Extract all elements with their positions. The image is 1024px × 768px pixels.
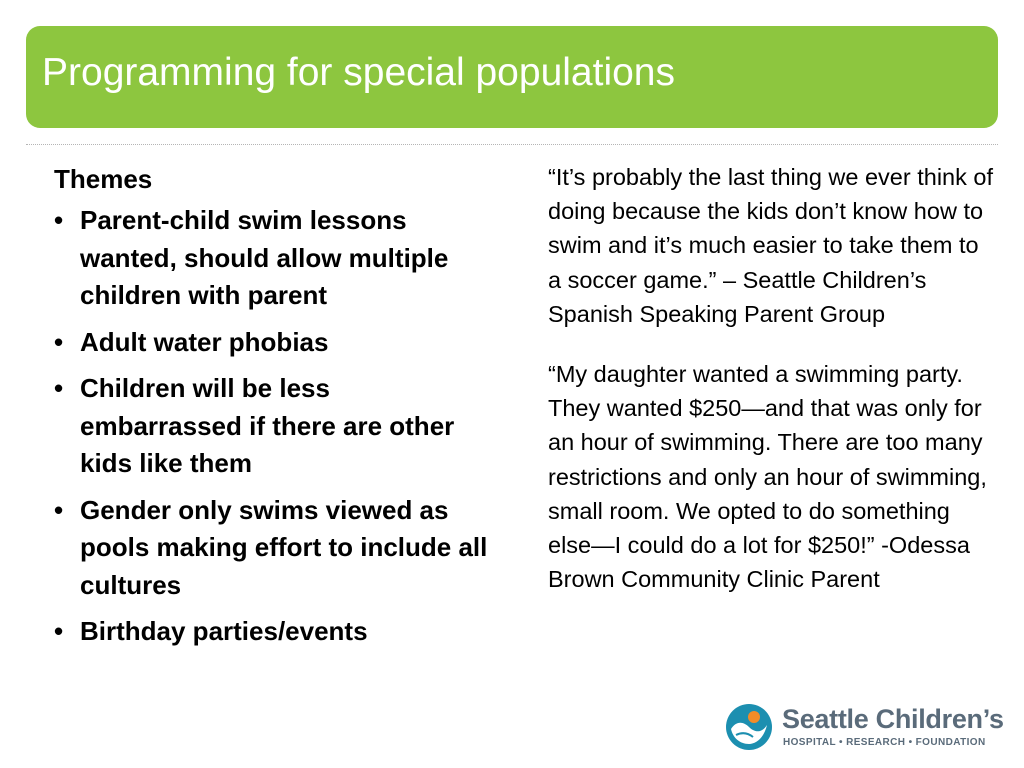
themes-list <box>54 202 494 651</box>
bullet-dot: • <box>54 205 64 235</box>
theme-item <box>54 202 494 315</box>
quotes-column <box>548 160 998 596</box>
slide-title: Programming for special populations <box>42 51 675 94</box>
theme-item <box>54 324 494 362</box>
bullet-dot: • <box>54 494 64 525</box>
bullet-dot: • <box>54 373 64 403</box>
bullet-dot: • <box>54 616 64 646</box>
theme-item <box>54 370 494 483</box>
quote-odessa-brown-parent: “My daughter wanted a swimming party. They wanted $250—and that was only for an hour of swimming. There are too many restrictions and only an hour of swimming, small room. We opted to do something else—I could do a lot for $250!” -Odessa Brown Community Clinic Parent <box>548 361 987 593</box>
theme-item-text: Children will be less embarrassed if there are other kids like them <box>80 373 455 478</box>
theme-item-text: Gender only swims viewed as pools making effort to include all cultures <box>80 494 488 600</box>
title-bar <box>26 26 998 128</box>
quote-spanish-parent-group: “It’s probably the last thing we ever think of doing because the kids don’t know how to swim and it’s much easier to take them to a soccer game.” – Seattle Children’s Spanish Speaking Parent Group <box>548 164 993 327</box>
logo-tagline: HOSPITAL • RESEARCH • FOUNDATION <box>783 737 986 748</box>
theme-item-text: Adult water phobias <box>80 326 329 357</box>
themes-heading: Themes <box>54 164 153 194</box>
bullet-dot: • <box>54 326 64 357</box>
logo-mark-icon <box>724 702 774 752</box>
theme-item-text: Parent-child swim lessons wanted, should allow multiple children with parent <box>80 205 449 310</box>
logo-name: Seattle Children’s <box>782 704 1004 734</box>
theme-item <box>54 613 494 651</box>
seattle-childrens-logo <box>724 702 1004 752</box>
themes-column <box>54 160 494 660</box>
theme-item-text: Birthday parties/events <box>80 616 368 646</box>
theme-item <box>54 492 494 605</box>
title-divider <box>26 144 998 145</box>
